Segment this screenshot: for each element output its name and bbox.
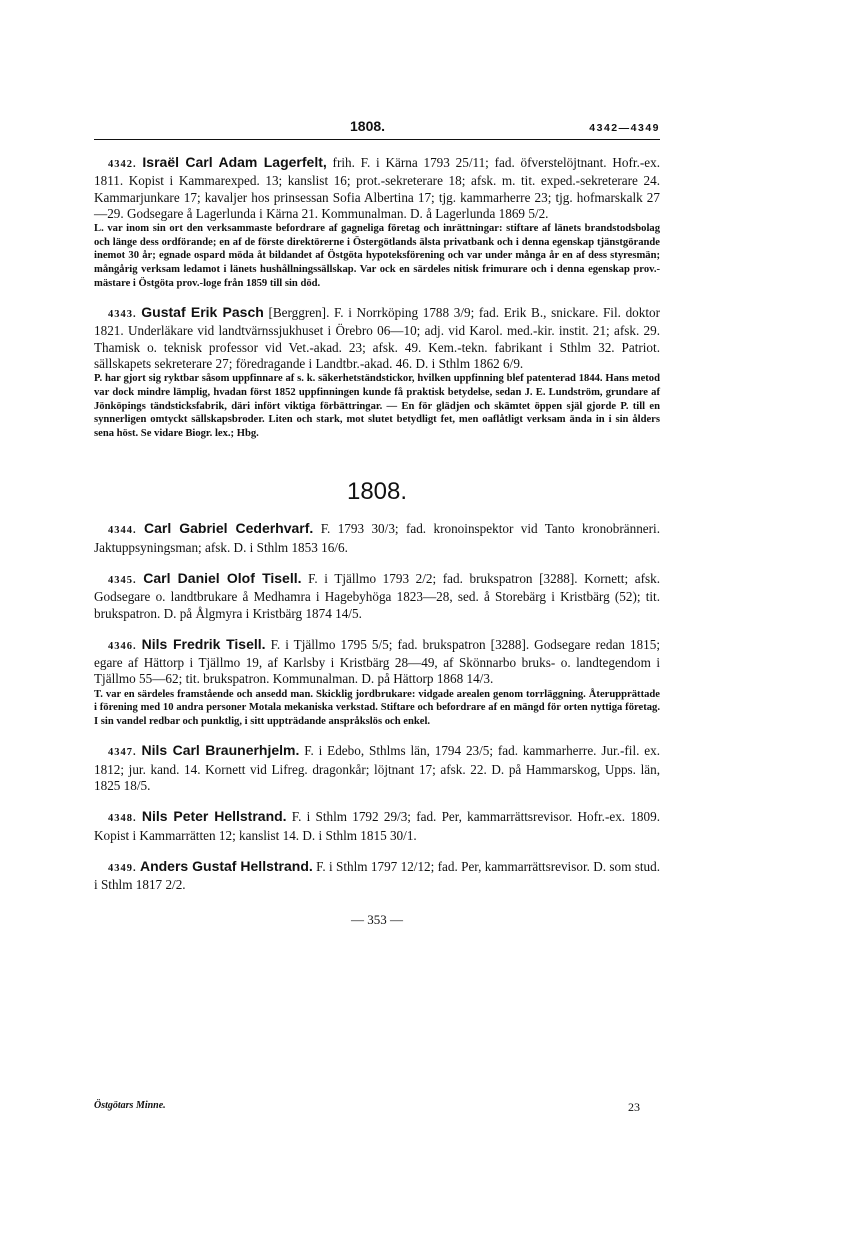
entry-body [94, 636, 660, 688]
entry-text: [Berggren]. F. i Norrköping 1788 3/9; fad. Erik B., snickare. Fil. doktor 1821. Underläkare vid landtvärnssjukhuset i Örebro 06—10; adj. vid Karol. med.-kir. instit. 21; afsk. 29. Thamisk o. teknisk professor vid Vet.-akad. 23; afsk. 49. Kem.-tekn. fabrikant i Sthlm 32. Patriot. sällskapets sekreterare 27; föredragande i Landtbr.-akad. 46. D. i Sthlm 1862 6/9. [94, 305, 661, 372]
entry-body [94, 742, 660, 794]
entry [94, 520, 660, 556]
entry-name: Nils Carl Braunerhjelm. [141, 742, 300, 759]
footer-number: 23 [628, 1100, 640, 1114]
entry-body [94, 520, 660, 556]
entry-text: F. i Sthlm 1797 12/12; fad. Per, kammarrättsrevisor. D. som stud. i Sthlm 1817 2/2. [94, 858, 661, 893]
entries-group-2 [94, 520, 660, 893]
entry-name: Nils Fredrik Tisell. [141, 635, 266, 652]
entry-name: Gustaf Erik Pasch [141, 304, 264, 321]
entry-note: T. var en särdeles framstående och ansedd man. Skicklig jordbrukare: vidgade arealen genom torrläggning. Återupprättade i förening med 10 andra personer Motala mekaniska verkstad. Stiftare och befordrare af en mängd för orten nyttiga företag. I sin vandel redbar och punktlig, i sitt uppträdande anspråkslös och enkel. [94, 688, 660, 727]
entry-name: Carl Daniel Olof Tisell. [143, 569, 302, 586]
entry [94, 304, 660, 440]
entry-number: 4348. [108, 813, 137, 825]
entry-text: F. 1793 30/3; fad. kronoinspektor vid Tanto kronobränneri. Jaktuppsyningsman; afsk. D. i Sthlm 1853 16/6. [94, 521, 661, 555]
entry-name: Nils Peter Hellstrand. [141, 808, 287, 825]
entry-body [94, 858, 660, 894]
entry [94, 808, 660, 844]
entry-text: frih. F. i Kärna 1793 25/11; fad. öfverstelöjtnant. Hofr.-ex. 1811. Kopist i Kammarexped. 13; kanslist 16; prot.-sekreterare 18; afsk. m. tit. exped.-sekreterare 24. Kammarjunkare 17; kavaljer hos prinsessan Sofia Albertina 17; tjg. kammarherre 23; tjg. hofmarskalk 27—29. Godsegare å Lagerlunda i Kärna 21. Kommunalman. D. å Lagerlunda 1869 5/2. [94, 155, 660, 221]
entry-number: 4349. [108, 862, 137, 874]
footer [94, 1100, 640, 1114]
entry-number: 4347. [108, 747, 137, 759]
year-heading: 1808. [346, 478, 408, 506]
entry-number: 4346. [108, 640, 137, 652]
page-number: — 353 — [351, 911, 403, 927]
entry [94, 570, 660, 622]
entry-number: 4343. [108, 309, 137, 321]
entry [94, 636, 660, 729]
footer-signature: Östgötars Minne. [94, 1100, 166, 1111]
header-rule [94, 139, 660, 140]
header-year: 1808. [350, 118, 386, 134]
entry-text: F. i Edebo, Sthlms län, 1794 23/5; fad. kammarherre. Jur.-fil. ex. 1812; jur. kand. 14. Kornett vid Lifreg. dragonkår; löjtnant 17; afsk. 22. D. på Hammarskog, Upps. län, 1825 18/5. [94, 743, 660, 794]
entries-group-1 [94, 154, 660, 440]
entry-body [94, 808, 660, 844]
entry-text: F. i Sthlm 1792 29/3; fad. Per, kammarrättsrevisor. Hofr.-ex. 1809. Kopist i Kammarrätten 12; kanslist 14. D. i Sthlm 1815 30/1. [94, 809, 660, 843]
entry-body [94, 570, 660, 622]
entry-name: Israël Carl Adam Lagerfelt, [142, 154, 327, 170]
entry [94, 858, 660, 894]
entry-name: Anders Gustaf Hellstrand. [139, 857, 313, 874]
entry-note: L. var inom sin ort den verksammaste befordrare af gagneliga företag och inrättningar: stiftare af länets brandstodsbolag och länge dess ordförande; en af de förste direktörerne i Östergötlands älsta privatbank och i denna egenskap tjänstgörande inemot 30 år; egnade ospard möda åt bildandet af Östgöta hypoteksförening och var under många år en af dess styresmän; mångårig verksam ledamot i länets hushållningssällskap. Var ock en särdeles nitisk frimurare och i denna egenskap prov.-mästare i Östgöta prov.-loge från 1859 till sin död. [94, 223, 660, 289]
entry-text: F. i Tjällmo 1793 2/2; fad. brukspatron [3288]. Kornett; afsk. Godsegare o. landtbrukare å Medhamra i Hagebyhöga 1823—28, sed. å Storebärg i Kristbärg (52); tit. brukspatron. D. på Ålgmyra i Kristbärg 1874 14/5. [94, 570, 660, 621]
page [94, 118, 660, 928]
running-header [94, 118, 660, 140]
entry-text: F. i Tjällmo 1795 5/5; fad. brukspatron [3288]. Godsegare redan 1815; egare af Hättorp i Tjällmo 19, af Karlsby i Kristbärg 28—49, af Skönnarbo bruks- o. landtegendom i Tjällmo 55—62; tit. brukspatron. Kommunalman. D. på Hättorp 1868 14/3. [94, 636, 660, 687]
entry-number: 4344. [108, 525, 137, 537]
entry-body [94, 304, 660, 372]
entry-note: P. har gjort sig ryktbar såsom uppfinnare af s. k. säkerhetständstickor, hvilken uppfinning blef patenterad 1844. Hans metod var dock mindre lämplig, hvadan först 1852 uppfinningen kunde få praktisk betydelse, sedan J. E. Lundström, grundare af Jönköpings tändsticksfabrik, däri infört viktiga förbättringar. — En för glädjen och skämtet öppen själ gjorde P. till en synnerligen omtyckt sällskapsbroder. Liten och stark, mot slutet betydligt fet, men oaflåtligt verksam ända in i sin ålders sena höst. Se vidare Biogr. lex.; Hbg. [94, 373, 660, 439]
entry-number: 4345. [108, 574, 137, 586]
entry [94, 742, 660, 794]
entry [94, 154, 660, 290]
header-range: 4342—4349 [589, 122, 660, 134]
entry-body [94, 154, 660, 222]
entry-number: 4342. [108, 159, 137, 170]
entry-name: Carl Gabriel Cederhvarf. [144, 520, 314, 537]
